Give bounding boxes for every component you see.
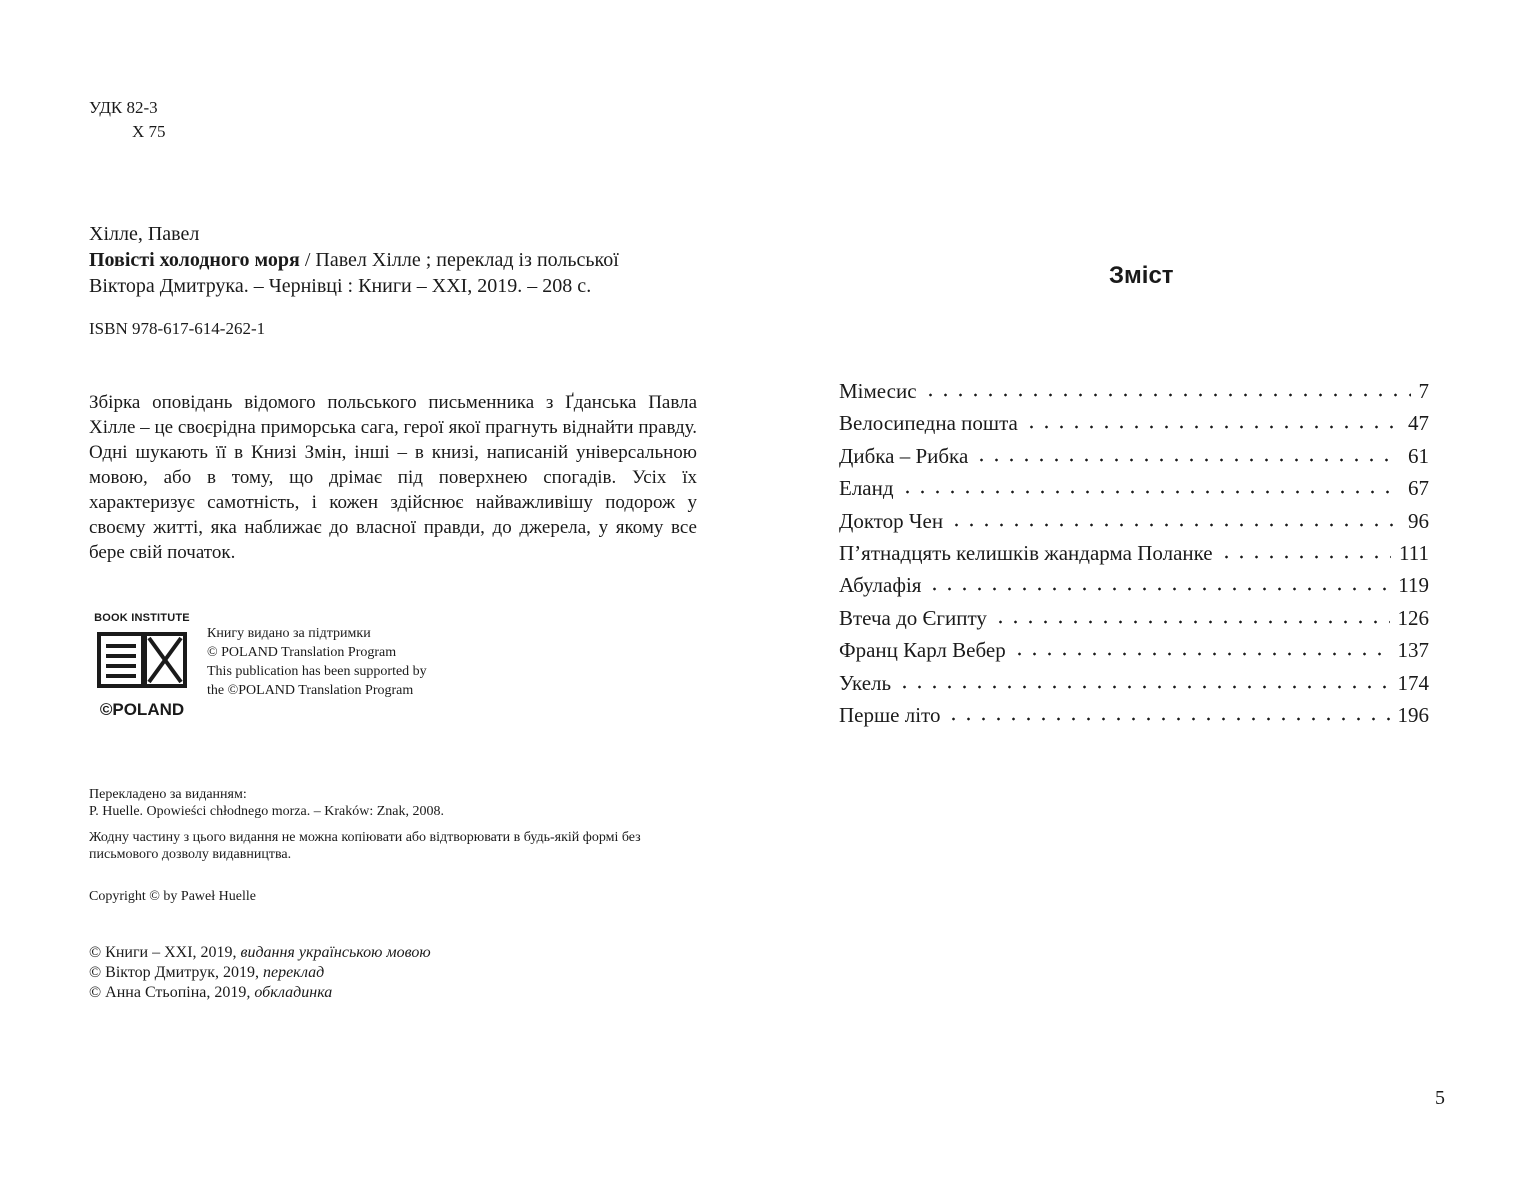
credit-line: © Віктор Дмитрук, 2019, переклад: [89, 964, 325, 981]
toc-entry[interactable]: [839, 444, 1429, 476]
copyright-author: Copyright © by Paweł Huelle: [89, 889, 256, 904]
toc-entry[interactable]: [839, 703, 1429, 735]
dot-leader: [1024, 424, 1400, 430]
toc-heading: Зміст: [1109, 262, 1174, 289]
toc-entry[interactable]: [839, 379, 1429, 411]
dot-leader: [900, 489, 1400, 495]
logo-top-text: BOOK INSTITUTE: [94, 612, 190, 624]
biblio-statement-2: Віктора Дмитрука. – Чернівці : Книги – XXI, 2019. – 208 с.: [89, 275, 592, 297]
toc-entry-title: Франц Карл Вебер: [839, 638, 1006, 663]
original-edition-reference: P. Huelle. Opowieści chłodnego morza. – Kraków: Znak, 2008.: [89, 804, 444, 819]
toc-entry-title: Втеча до Єгипту: [839, 605, 987, 630]
rights-notice: Жодну частину з цього видання не можна копіювати або відтворювати в будь-якій формі без письмового дозволу видавництва.: [89, 830, 641, 862]
toc-entry-title: Перше літо: [839, 702, 941, 727]
dot-leader: [946, 716, 1389, 722]
table-of-contents: [839, 379, 1429, 735]
toc-entry[interactable]: [839, 411, 1429, 443]
toc-entry-title: П’ятнадцять келишків жандарма Поланке: [839, 540, 1213, 565]
support-line: This publication has been supported by: [207, 664, 427, 679]
dot-leader: [949, 522, 1400, 528]
credit-line: © Книги – XXI, 2019, видання українською мовою: [89, 944, 431, 961]
book-title: Повісті холодного моря: [89, 249, 300, 271]
toc-entry-title: Дибка – Рибка: [839, 443, 969, 468]
book-institute-emblem-icon: [96, 630, 188, 690]
author-mark: Х 75: [132, 122, 166, 141]
bibliographic-record: [89, 221, 697, 299]
toc-entry[interactable]: [839, 638, 1429, 670]
original-edition: [89, 786, 444, 820]
support-line: © POLAND Translation Program: [207, 645, 397, 660]
toc-entry[interactable]: [839, 541, 1429, 573]
logo-bottom-text: ©POLAND: [99, 700, 185, 719]
support-line: the ©POLAND Translation Program: [207, 683, 414, 698]
toc-entry-page: 174: [1397, 670, 1429, 695]
toc-entry-page: 126: [1397, 605, 1429, 630]
book-abstract: Збірка оповідань відомого польського письменника з Ґданська Павла Хілле – це своєрідна приморська сага, герої якої прагнуть віднайти правду. Одні шукають її в Книзі Змін, інші – в книзі, написаній універсальною мовою, або в тому, що дрімає під поверхнею спогадів. Усіх їх характеризує самотність, і кожен здійснює найважливішу подорож у своєму житті, яка наближає до власної правди, до джерела, у якому все бере свій початок.: [89, 392, 697, 563]
toc-entry[interactable]: [839, 573, 1429, 605]
toc-entry-title: Еланд: [839, 476, 894, 501]
dot-leader: [974, 457, 1400, 463]
toc-entry-title: Укель: [839, 670, 892, 695]
support-statement: [207, 624, 427, 700]
toc-entry-page: 111: [1399, 540, 1429, 565]
udk-block: [89, 96, 166, 144]
isbn: ISBN 978-617-614-262-1: [89, 319, 266, 338]
toc-entry[interactable]: [839, 671, 1429, 703]
toc-entry[interactable]: [839, 509, 1429, 541]
toc-entry-title: Велосипедна пошта: [839, 411, 1018, 436]
toc-entry-page: 67: [1408, 476, 1429, 501]
toc-entry[interactable]: [839, 476, 1429, 508]
toc-entry-page: 119: [1398, 573, 1429, 598]
dot-leader: [993, 619, 1390, 625]
dot-leader: [927, 586, 1390, 592]
author-name: Хілле, Павел: [89, 223, 200, 245]
toc-entry-page: 47: [1408, 411, 1429, 436]
toc-entry-page: 196: [1397, 702, 1429, 727]
toc-entry[interactable]: [839, 606, 1429, 638]
toc-entry-page: 137: [1397, 638, 1429, 663]
dot-leader: [1219, 554, 1391, 560]
toc-entry-title: Абулафія: [839, 573, 922, 598]
book-institute-logo: [92, 612, 192, 720]
udk-code: УДК 82-3: [89, 98, 158, 117]
dot-leader: [897, 684, 1389, 690]
original-edition-label: Перекладено за виданням:: [89, 787, 247, 802]
toc-entry-page: 7: [1418, 379, 1429, 403]
credit-line: © Анна Стьопіна, 2019, обкладинка: [89, 984, 333, 1001]
toc-entry-title: Мімесис: [839, 379, 917, 403]
dot-leader: [923, 392, 1411, 398]
biblio-statement-1: / Павел Хілле ; переклад із польської: [299, 249, 619, 271]
page-number: 5: [1435, 1087, 1445, 1109]
copyright-credits: [89, 943, 431, 1003]
support-line: Книгу видано за підтримки: [207, 626, 371, 641]
dot-leader: [1012, 651, 1390, 657]
toc-entry-page: 96: [1408, 508, 1429, 533]
toc-entry-page: 61: [1408, 443, 1429, 468]
toc-entry-title: Доктор Чен: [839, 508, 944, 533]
